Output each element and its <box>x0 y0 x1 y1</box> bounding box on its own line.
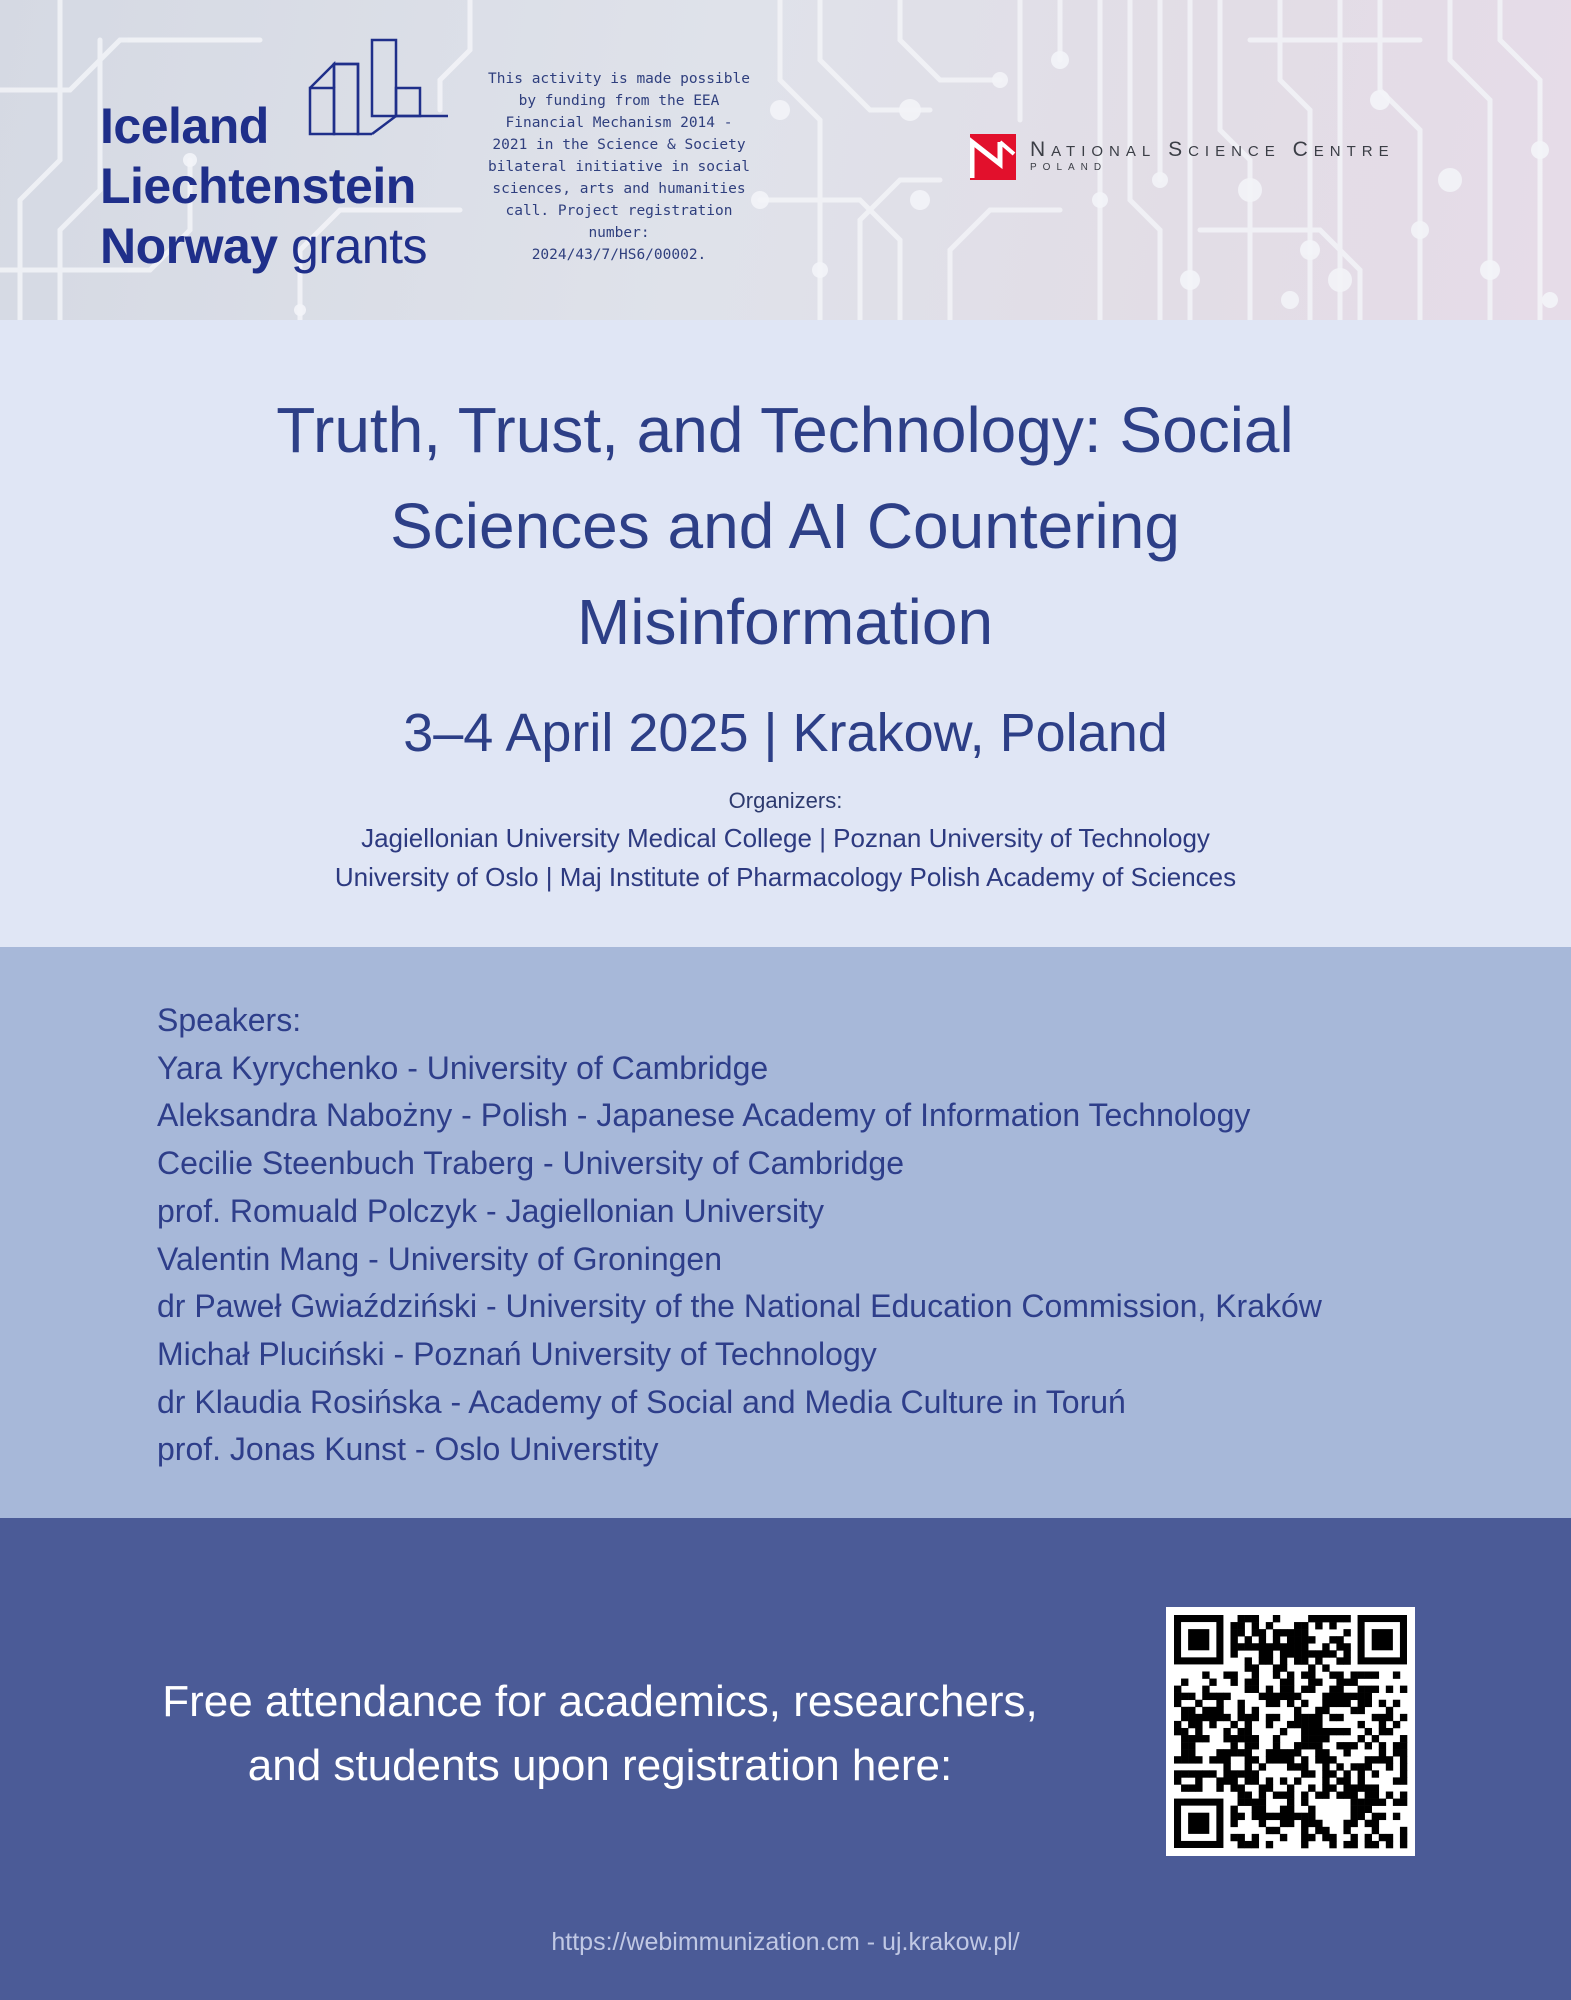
funding-line: by funding from the EEA <box>518 93 720 109</box>
registration-url[interactable]: https://webimmunization.cm - uj.krakow.pl/ <box>551 1928 1020 1956</box>
registration-section <box>0 1518 1571 2000</box>
logo-word-norway-line <box>100 216 427 276</box>
funding-line: 2021 in the Science & Society <box>492 137 746 153</box>
speaker-item: dr Klaudia Rosińska - Academy of Social and Media Culture in Toruń <box>157 1383 1126 1420</box>
speakers-list <box>157 997 1322 1474</box>
speaker-item: dr Paweł Gwiaździński - University of the National Education Commission, Kraków <box>157 1288 1322 1325</box>
speaker-item: Cecilie Steenbuch Traberg - University of Cambridge <box>157 1145 904 1182</box>
event-title-line: Sciences and AI Countering <box>390 490 1180 562</box>
free-attendance-line: Free attendance for academics, researchers, <box>162 1677 1038 1726</box>
organizers-label: Organizers: <box>728 788 843 813</box>
event-date-location: 3–4 April 2025 | Krakow, Poland <box>403 703 1168 763</box>
logo-word-grants: grants <box>291 218 427 274</box>
speaker-item: Aleksandra Nabożny - Polish - Japanese Academy of Information Technology <box>157 1097 1251 1134</box>
funding-line: call. Project registration number: <box>505 203 733 241</box>
funding-line: sciences, arts and humanities <box>492 181 746 197</box>
speaker-item: Michał Pluciński - Poznań University of Technology <box>157 1335 877 1372</box>
event-title-line: Truth, Trust, and Technology: Social <box>276 394 1294 466</box>
ncn-country: POLAND <box>1030 162 1108 173</box>
logo-word-liechtenstein: Liechtenstein <box>100 158 416 214</box>
qr-code-graphic <box>1166 1607 1415 1856</box>
speakers-section <box>0 947 1571 1518</box>
event-title <box>185 382 1385 670</box>
free-attendance-line: and students upon registration here: <box>247 1741 953 1790</box>
ncn-logo-icon <box>970 134 1016 180</box>
qr-code-icon[interactable] <box>1166 1607 1415 1856</box>
event-title-line: Misinformation <box>576 586 994 658</box>
funding-line: This activity is made possible <box>488 71 750 87</box>
speaker-item: Yara Kyrychenko - University of Cambridge <box>157 1049 769 1086</box>
logo-word-iceland: Iceland <box>100 98 269 154</box>
funding-line: bilateral initiative in social <box>488 159 750 175</box>
eea-norway-grants-logo <box>100 36 450 276</box>
organizers-line: Jagiellonian University Medical College | Poznan University of Technology <box>361 823 1210 853</box>
funding-line: 2024/43/7/HS6/00002. <box>531 247 707 263</box>
logo-word-norway: Norway <box>100 218 278 274</box>
speakers-label: Speakers: <box>157 1002 302 1038</box>
funding-line: Financial Mechanism 2014 - <box>505 115 733 131</box>
title-section <box>0 320 1571 947</box>
speaker-item: prof. Jonas Kunst - Oslo Universtity <box>157 1431 659 1468</box>
speaker-item: Valentin Mang - University of Groningen <box>157 1240 723 1277</box>
organizers-line: University of Oslo | Maj Institute of Pharmacology Polish Academy of Sciences <box>334 862 1237 892</box>
eea-logo-text <box>100 96 427 276</box>
speaker-item: prof. Romuald Polczyk - Jagiellonian University <box>157 1192 824 1229</box>
header-banner <box>0 0 1571 320</box>
free-attendance-text <box>100 1670 1100 1798</box>
ncn-name: National Science Centre <box>1030 138 1395 161</box>
funding-statement <box>478 68 760 266</box>
